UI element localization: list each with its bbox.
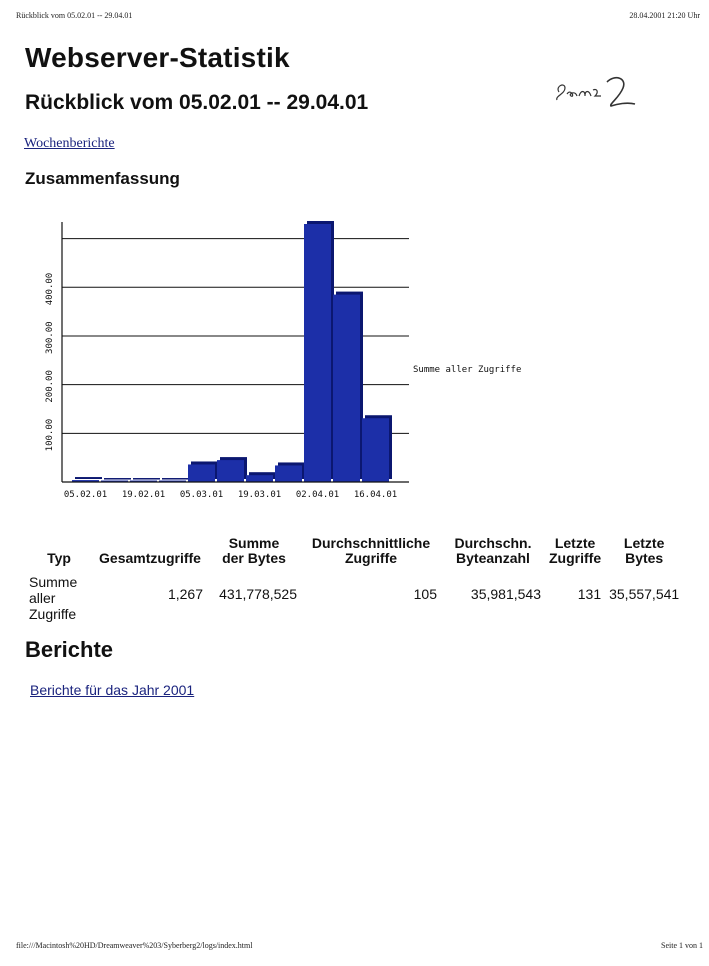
x-tick-label: 16.04.01 <box>353 490 398 500</box>
table-row <box>25 566 683 622</box>
bar <box>246 475 273 482</box>
reports-2001-link[interactable]: Berichte für das Jahr 2001 <box>30 682 195 698</box>
handwritten-page-note <box>553 70 643 120</box>
print-header-right: 28.04.2001 21:20 Uhr <box>629 11 700 20</box>
print-header-left: Rückblick vom 05.02.01 -- 29.04.01 <box>16 11 133 20</box>
col-header-letzte-zugriffe: Letzte Zugriffe <box>549 535 602 566</box>
weekly-reports-link[interactable]: Wochenberichte <box>24 136 115 151</box>
bar-26.03.01 <box>275 462 305 482</box>
bar <box>275 465 302 482</box>
bar <box>188 464 215 482</box>
col-header-gesamtzugriffe: Gesamtzugriffe <box>99 550 201 566</box>
bar-16.04.01 <box>362 415 392 482</box>
chart-x-ticks <box>64 490 397 500</box>
bar-shadow <box>162 478 189 480</box>
cell-durchschn-byteanzahl: 35,981,543 <box>470 586 541 602</box>
bar <box>217 460 244 482</box>
stats-header-row <box>25 536 683 566</box>
bar-shadow <box>104 478 131 480</box>
cell-durchschn-zugriffe: 105 <box>413 586 437 602</box>
chart-legend: Summe aller Zugriffe <box>413 365 522 375</box>
col-header-typ: Typ <box>47 550 71 566</box>
y-tick-label: 100.00 <box>45 418 55 452</box>
x-tick-label: 19.02.01 <box>121 490 166 500</box>
col-header-durchschn-zugriffe: Durchschnittliche Zugriffe <box>311 535 431 566</box>
bar-05.03.01 <box>188 461 218 482</box>
cell-typ: Summe aller Zugriffe <box>29 574 78 622</box>
print-footer-url: file:///Macintosh%20HD/Dreamweaver%203/Syberberg2/logs/index.html <box>16 941 253 950</box>
page-subtitle: Rückblick vom 05.02.01 -- 29.04.01 <box>25 91 369 114</box>
cell-summe-bytes: 431,778,525 <box>219 586 297 602</box>
bar <box>304 224 331 482</box>
y-tick-label: 200.00 <box>45 370 55 403</box>
col-header-summe-bytes: Summe der Bytes <box>222 535 286 566</box>
bar-02.04.01 <box>304 221 334 482</box>
print-footer-page: Seite 1 von 1 <box>661 941 703 950</box>
x-tick-label: 19.03.01 <box>237 490 282 500</box>
cell-gesamtzugriffe: 1,267 <box>167 586 203 602</box>
col-header-letzte-bytes: Letzte Bytes <box>623 535 665 566</box>
bar-05.02.01 <box>72 477 102 482</box>
cell-letzte-bytes: 35,557,541 <box>609 586 680 602</box>
y-tick-label: 300.00 <box>45 321 55 354</box>
bar <box>333 295 360 482</box>
x-tick-label: 05.02.01 <box>63 490 108 500</box>
chart-bars <box>72 221 392 482</box>
reports-heading: Berichte <box>25 637 114 662</box>
page-title: Webserver-Statistik <box>25 42 290 73</box>
y-tick-label: 400.00 <box>45 272 55 306</box>
summary-bar-chart <box>25 212 615 512</box>
x-tick-label: 05.03.01 <box>179 490 224 500</box>
bar-shadow <box>133 478 160 480</box>
bar-09.04.01 <box>333 292 363 482</box>
col-header-durchschn-byteanzahl: Durchschn. Byteanzahl <box>454 535 532 566</box>
cell-letzte-zugriffe: 131 <box>577 586 602 602</box>
stats-table <box>25 536 683 622</box>
chart-y-ticks <box>45 273 55 452</box>
x-tick-label: 02.04.01 <box>295 490 340 500</box>
bar-19.03.01 <box>246 472 276 482</box>
bar <box>362 418 389 482</box>
bar-12.03.01 <box>217 457 247 482</box>
summary-heading: Zusammenfassung <box>25 169 180 188</box>
bar-shadow <box>75 477 102 479</box>
